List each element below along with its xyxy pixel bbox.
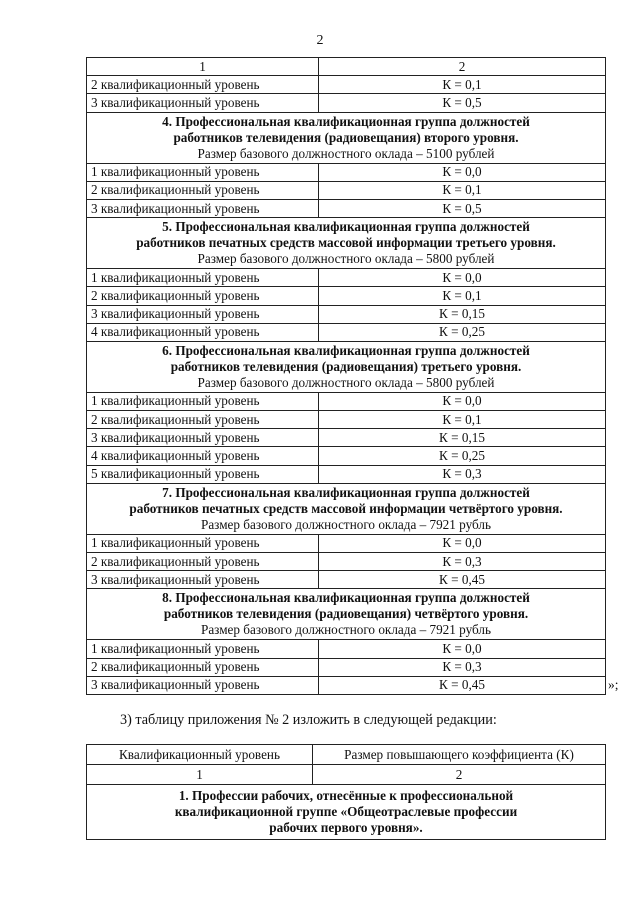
header-level: Квалификационный уровень [87,745,313,765]
coefficient-cell: К = 0,1 [319,287,606,305]
group-header [87,589,606,640]
group-title-line: квалификационной группе «Общеотраслевые профессии [174,804,518,819]
table-row [87,181,606,199]
coefficient-cell: К = 0,0 [319,640,606,658]
coefficient-cell: К = 0,25 [319,323,606,341]
page-number: 2 [316,33,324,48]
coefficient-cell: К = 0,25 [319,447,606,465]
base-salary: Размер базового должностного оклада – 7921 рубль [200,516,491,532]
coefficient-cell: К = 0,5 [319,94,606,112]
group-title-line: рабочих первого уровня». [269,820,423,835]
coefficient-cell: К = 0,0 [319,392,606,410]
table-row [87,199,606,217]
coefficient-cell: К = 0,3 [319,658,606,676]
group-header-row [87,589,606,640]
group-title-line: 8. Профессиональная квалификационная группа должностей [162,590,530,606]
table-row [87,76,606,94]
table-row [87,553,606,571]
table-row [87,447,606,465]
group-header-row [87,112,606,163]
coefficient-cell: К = 0,3 [319,553,606,571]
group-title-line: работников печатных средств массовой информации четвёртого уровня. [129,500,563,516]
base-salary: Размер базового должностного оклада – 5800 рублей [197,374,495,390]
appendix-2-table [86,744,606,840]
table-row [87,323,606,341]
table-row [87,287,606,305]
group-header [87,112,606,163]
table-row [87,640,606,658]
column-numbers-row [87,58,606,76]
level-cell: 1 квалификационный уровень [87,640,319,658]
level-cell: 2 квалификационный уровень [87,658,319,676]
level-cell: 1 квалификационный уровень [87,163,319,181]
level-cell: 4 квалификационный уровень [87,447,319,465]
level-cell: 1 квалификационный уровень [87,534,319,552]
table-row [87,571,606,589]
base-salary: Размер базового должностного оклада – 5100 рублей [197,145,495,161]
group-header-row [87,218,606,269]
level-cell: 4 квалификационный уровень [87,323,319,341]
coefficient-cell: К = 0,1 [319,411,606,429]
header-coefficient: Размер повышающего коэффициента (К) [313,745,606,765]
column-number-2: 2 [313,765,606,785]
base-salary: Размер базового должностного оклада – 5800 рублей [197,251,495,267]
group-header-row [87,483,606,534]
table-row [87,534,606,552]
group-header [87,785,606,840]
table-row [87,94,606,112]
level-cell: 1 квалификационный уровень [87,269,319,287]
coefficient-cell: К = 0,1 [319,181,606,199]
group-title-line: работников телевидения (радиовещания) второго уровня. [173,129,519,145]
group-title-line: работников телевидения (радиовещания) четвёртого уровня. [163,606,529,622]
level-cell: 2 квалификационный уровень [87,287,319,305]
group-title-line: 4. Профессиональная квалификационная группа должностей [162,113,530,129]
coefficient-cell: К = 0,0 [319,534,606,552]
column-number-1: 1 [87,58,319,76]
table-row [87,269,606,287]
level-cell: 3 квалификационный уровень [87,571,319,589]
level-cell: 2 квалификационный уровень [87,411,319,429]
level-cell: 3 квалификационный уровень [87,429,319,447]
table-row [87,305,606,323]
group-title-line: работников печатных средств массовой информации третьего уровня. [136,235,556,251]
coefficient-cell: К = 0,1 [319,76,606,94]
coefficient-cell: К = 0,45 [319,676,606,694]
table-row [87,429,606,447]
coefficient-cell: К = 0,45 [319,571,606,589]
coefficient-cell: К = 0,0 [319,269,606,287]
coefficient-cell: К = 0,15 [319,305,606,323]
level-cell: 3 квалификационный уровень [87,199,319,217]
level-cell: 2 квалификационный уровень [87,181,319,199]
column-number-1: 1 [87,765,313,785]
coefficient-cell: К = 0,0 [319,163,606,181]
column-number-2: 2 [319,58,606,76]
group-header [87,483,606,534]
table-row [87,658,606,676]
group-title-line: 7. Профессиональная квалификационная группа должностей [162,484,530,500]
coefficients-table [86,57,606,695]
group-title-line: работников телевидения (радиовещания) третьего уровня. [170,358,522,374]
closing-quote: »; [608,677,619,692]
level-cell: 5 квалификационный уровень [87,465,319,483]
coefficient-cell: К = 0,5 [319,199,606,217]
group-header [87,341,606,392]
group-header [87,218,606,269]
group-title-line: 1. Профессии рабочих, отнесённые к профессиональной [178,788,514,803]
level-cell: 3 квалификационный уровень [87,305,319,323]
table-row [87,411,606,429]
table-row [87,163,606,181]
base-salary: Размер базового должностного оклада – 7921 рубль [200,622,491,638]
group-header-row [87,341,606,392]
amendment-paragraph: 3) таблицу приложения № 2 изложить в следующей редакции: [120,712,497,728]
level-cell: 1 квалификационный уровень [87,392,319,410]
group-title-line: 6. Профессиональная квалификационная группа должностей [162,342,530,358]
table-row [87,465,606,483]
level-cell: 2 квалификационный уровень [87,553,319,571]
level-cell: 3 квалификационный уровень [87,94,319,112]
table-row [87,676,606,694]
coefficient-cell: К = 0,3 [319,465,606,483]
table-row [87,392,606,410]
coefficient-cell: К = 0,15 [319,429,606,447]
group-title-line: 5. Профессиональная квалификационная группа должностей [162,219,530,235]
level-cell: 3 квалификационный уровень [87,676,319,694]
level-cell: 2 квалификационный уровень [87,76,319,94]
